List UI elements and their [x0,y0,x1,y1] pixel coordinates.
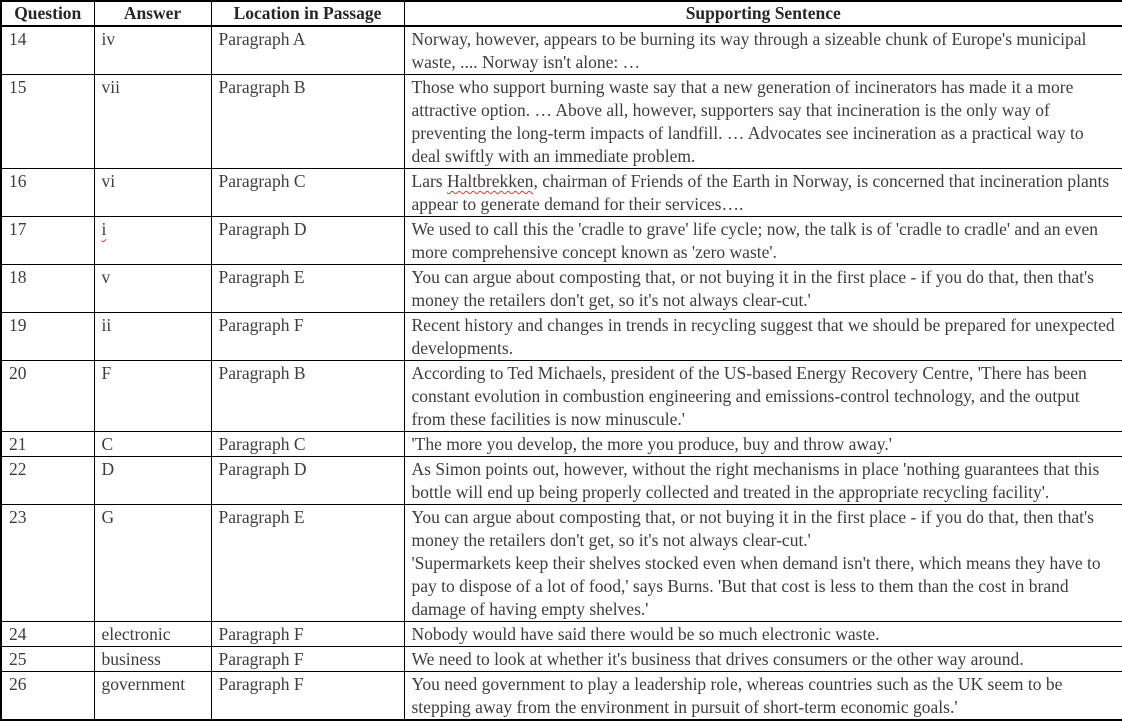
supporting-sentence-paragraph: Norway, however, appears to be burning its way through a sizeable chunk of Europe's municipal waste, .... Norway isn't alone: … [411,29,1087,72]
table-row [1,672,1122,721]
table-row [1,622,1122,647]
answer-cell: v [94,265,211,313]
table-row [1,457,1122,505]
supporting-sentence-cell [404,622,1122,647]
supporting-sentence-paragraph: We need to look at whether it's business that drives consumers or the other way around. [411,649,1024,669]
question-number-cell: 19 [1,313,94,361]
answer-cell: business [94,647,211,672]
supporting-sentence-paragraph: As Simon points out, however, without the right mechanisms in place 'nothing guarantees that this bottle will end up being properly collected and treated in the appropriate recycling facility'. [411,459,1100,502]
supporting-sentence-cell [404,217,1122,265]
location-cell: Paragraph B [211,361,404,432]
answer-cell: ii [94,313,211,361]
question-number-cell: 21 [1,432,94,457]
supporting-sentence-paragraph: 'Supermarkets keep their shelves stocked even when demand isn't there, which means they have to pay to dispose of a lot of food,' says Burns. 'But that cost is less to them than the cost in brand damage of having empty shelves.' [411,553,1101,619]
column-header-question: Question [1,1,94,26]
supporting-sentence-paragraph: Those who support burning waste say that a new generation of incinerators has made it a more attractive option. … Above all, however, supporters say that incineration is the only way of preventing the long-term impacts of landfill. … Advocates see incineration as a practical way to deal swiftly with an immediate problem. [411,77,1084,166]
supporting-sentence-paragraph: You need government to play a leadership role, whereas countries such as the UK seem to be stepping away from the environment in pursuit of short-term economic goals.' [411,674,1063,717]
location-cell: Paragraph F [211,672,404,721]
answer-cell: government [94,672,211,721]
column-header-location-in-passage: Location in Passage [211,1,404,26]
answer-cell [94,217,211,265]
answer-cell: vi [94,169,211,217]
question-number-cell: 18 [1,265,94,313]
supporting-sentence-paragraph: You can argue about composting that, or not buying it in the first place - if you do that, then that's money the retailers don't get, so it's not always clear-cut.' [411,267,1094,310]
question-number-cell: 26 [1,672,94,721]
supporting-sentence-cell [404,432,1122,457]
answer-cell: D [94,457,211,505]
location-cell: Paragraph A [211,26,404,75]
supporting-sentence-cell [404,361,1122,432]
location-cell: Paragraph C [211,169,404,217]
supporting-sentence-paragraph: Lars Haltbrekken, chairman of Friends of the Earth in Norway, is concerned that incineration plants appear to generate demand for their services…. [411,171,1110,214]
column-header-answer: Answer [94,1,211,26]
misspelled-word: Haltbrekken [446,171,534,191]
supporting-sentence-paragraph: You can argue about composting that, or not buying it in the first place - if you do that, then that's money the retailers don't get, so it's not always clear-cut.' [411,507,1094,550]
question-number-cell: 17 [1,217,94,265]
question-number-cell: 16 [1,169,94,217]
table-row [1,313,1122,361]
answer-cell: F [94,361,211,432]
supporting-sentence-cell [404,457,1122,505]
column-header-supporting-sentence: Supporting Sentence [404,1,1122,26]
table-row [1,265,1122,313]
supporting-sentence-cell [404,169,1122,217]
supporting-sentence-cell [404,505,1122,622]
table-row [1,169,1122,217]
question-number-cell: 25 [1,647,94,672]
location-cell: Paragraph D [211,457,404,505]
table-row [1,75,1122,169]
question-number-cell: 14 [1,26,94,75]
supporting-sentence-paragraph: Nobody would have said there would be so much electronic waste. [411,624,880,644]
location-cell: Paragraph F [211,313,404,361]
table-row [1,217,1122,265]
answer-cell: electronic [94,622,211,647]
answer-cell: G [94,505,211,622]
location-cell: Paragraph B [211,75,404,169]
supporting-sentence-paragraph: We used to call this the 'cradle to grave' life cycle; now, the talk is of 'cradle to cradle' and an even more comprehensive concept known as 'zero waste'. [411,219,1098,262]
question-number-cell: 23 [1,505,94,622]
header-row [1,1,1122,26]
table-row [1,647,1122,672]
location-cell: Paragraph C [211,432,404,457]
answer-cell: iv [94,26,211,75]
location-cell: Paragraph E [211,265,404,313]
location-cell: Paragraph F [211,647,404,672]
supporting-sentence-paragraph: According to Ted Michaels, president of the US-based Energy Recovery Centre, 'There has been constant evolution in combustion engineering and emissions-control technology, and the output from these facilities is now minuscule.' [411,363,1087,429]
question-number-cell: 22 [1,457,94,505]
table-body [1,26,1122,720]
supporting-sentence-cell [404,672,1122,721]
supporting-sentence-cell [404,265,1122,313]
answer-cell: C [94,432,211,457]
supporting-sentence-cell [404,313,1122,361]
table-row [1,432,1122,457]
supporting-sentence-paragraph: Recent history and changes in trends in recycling suggest that we should be prepared for unexpected developments. [411,315,1115,358]
table-row [1,26,1122,75]
question-number-cell: 15 [1,75,94,169]
answer-cell: vii [94,75,211,169]
misspelled-word: i [101,219,107,239]
location-cell: Paragraph E [211,505,404,622]
supporting-sentence-cell [404,647,1122,672]
table-row [1,505,1122,622]
question-number-cell: 20 [1,361,94,432]
location-cell: Paragraph F [211,622,404,647]
supporting-sentence-cell [404,75,1122,169]
supporting-sentence-cell [404,26,1122,75]
location-cell: Paragraph D [211,217,404,265]
supporting-sentence-paragraph: 'The more you develop, the more you produce, buy and throw away.' [411,434,892,454]
table-row [1,361,1122,432]
question-number-cell: 24 [1,622,94,647]
